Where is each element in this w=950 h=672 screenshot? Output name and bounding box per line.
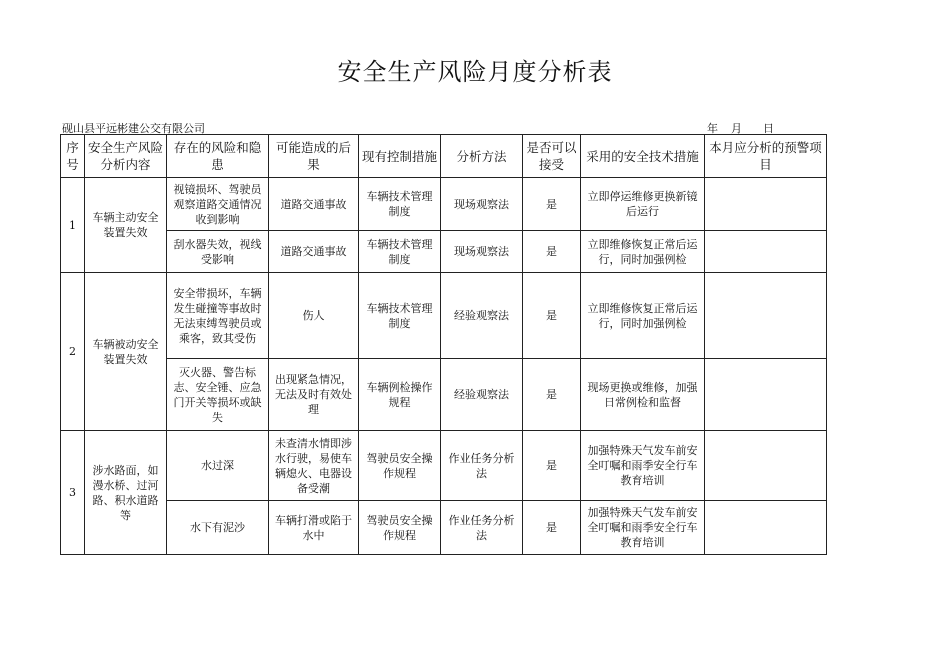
control-cell: 车辆技术管理制度 [359,231,441,273]
acceptable-cell: 是 [523,359,581,431]
risk-cell: 安全带损坏，车辆发生碰撞等事故时无法束缚驾驶员或乘客，致其受伤 [167,273,269,359]
acceptable-cell: 是 [523,231,581,273]
risk-cell: 水下有泥沙 [167,501,269,555]
method-cell: 经验观察法 [441,273,523,359]
measure-cell: 现场更换或维修，加强日常例检和监督 [581,359,705,431]
method-cell: 经验观察法 [441,359,523,431]
warning-cell [705,231,827,273]
measure-cell: 立即维修恢复正常后运行，同时加强例检 [581,273,705,359]
date-day-label: 日 [763,122,774,135]
control-cell: 车辆技术管理制度 [359,178,441,231]
header-cell: 本月应分析的预警项目 [705,135,827,178]
warning-cell [705,273,827,359]
consequence-cell: 道路交通事故 [269,178,359,231]
risk-cell: 刮水器失效，视线受影响 [167,231,269,273]
method-cell: 作业任务分析法 [441,431,523,501]
header-cell: 现有控制措施 [359,135,441,178]
header-cell: 采用的安全技术措施 [581,135,705,178]
warning-cell [705,501,827,555]
acceptable-cell: 是 [523,431,581,501]
control-cell: 车辆例检操作规程 [359,359,441,431]
risk-cell: 视镜损坏、驾驶员观察道路交通情况收到影响 [167,178,269,231]
table-row [61,178,827,231]
measure-cell: 加强特殊天气发车前安全叮嘱和雨季安全行车教育培训 [581,501,705,555]
header-cell: 序号 [61,135,85,178]
table-row [61,431,827,501]
acceptable-cell: 是 [523,501,581,555]
warning-cell [705,359,827,431]
consequence-cell: 道路交通事故 [269,231,359,273]
control-cell: 驾驶员安全操作规程 [359,431,441,501]
method-cell: 现场观察法 [441,178,523,231]
risk-analysis-table [60,134,827,555]
consequence-cell: 伤人 [269,273,359,359]
header-row [61,135,827,178]
method-cell: 作业任务分析法 [441,501,523,555]
table-row [61,359,827,431]
page-title: 安全生产风险月度分析表 [337,58,613,86]
risk-cell: 水过深 [167,431,269,501]
control-cell: 车辆技术管理制度 [359,273,441,359]
measure-cell: 立即维修恢复正常后运行，同时加强例检 [581,231,705,273]
consequence-cell: 出现紧急情况，无法及时有效处理 [269,359,359,431]
control-cell: 驾驶员安全操作规程 [359,501,441,555]
header-cell: 分析方法 [441,135,523,178]
table-row [61,501,827,555]
consequence-cell: 车辆打滑或陷于水中 [269,501,359,555]
date-year-label: 年 [707,122,718,135]
warning-cell [705,431,827,501]
seq-cell: 2 [61,273,85,431]
header-cell: 是否可以接受 [523,135,581,178]
header-cell: 安全生产风险分析内容 [85,135,167,178]
seq-cell: 1 [61,178,85,273]
measure-cell: 加强特殊天气发车前安全叮嘱和雨季安全行车教育培训 [581,431,705,501]
table-row [61,273,827,359]
table-row [61,231,827,273]
header-cell: 存在的风险和隐患 [167,135,269,178]
warning-cell [705,178,827,231]
method-cell: 现场观察法 [441,231,523,273]
seq-cell: 3 [61,431,85,555]
company-name: 砚山县平远彬建公交有限公司 [62,122,205,135]
date-month-label: 月 [731,122,742,135]
risk-cell: 灭火器、警告标志、安全锤、应急门开关等损坏或缺失 [167,359,269,431]
meta-line [62,120,774,134]
acceptable-cell: 是 [523,178,581,231]
measure-cell: 立即停运维修更换新镜后运行 [581,178,705,231]
content-cell: 车辆被动安全装置失效 [85,273,167,431]
consequence-cell: 未查清水情即涉水行驶，易使车辆熄火、电器设备受潮 [269,431,359,501]
content-cell: 涉水路面，如漫水桥、过河路、积水道路等 [85,431,167,555]
acceptable-cell: 是 [523,273,581,359]
header-cell: 可能造成的后果 [269,135,359,178]
content-cell: 车辆主动安全装置失效 [85,178,167,273]
